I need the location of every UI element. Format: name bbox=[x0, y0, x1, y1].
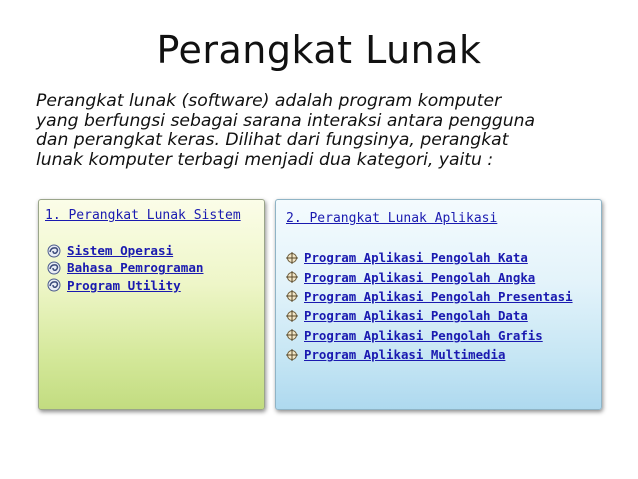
list-item[interactable] bbox=[284, 287, 573, 306]
application-software-heading[interactable]: 2. Perangkat Lunak Aplikasi bbox=[286, 211, 498, 226]
system-software-heading[interactable]: 1. Perangkat Lunak Sistem bbox=[45, 208, 241, 223]
list-item-label: Program Utility bbox=[67, 277, 181, 293]
intro-line: dan perangkat keras. Dilihat dari fungsinya, perangkat bbox=[36, 130, 509, 151]
list-item[interactable] bbox=[284, 267, 573, 286]
intro-line: yang berfungsi sebagai sarana interaksi antara pengguna bbox=[36, 110, 536, 131]
list-item[interactable] bbox=[45, 259, 203, 276]
list-item-label: Program Aplikasi Pengolah Kata bbox=[304, 250, 528, 266]
list-item[interactable] bbox=[284, 326, 573, 345]
list-item-label: Program Aplikasi Pengolah Grafis bbox=[304, 327, 543, 343]
swirl-bullet-icon bbox=[45, 244, 63, 258]
list-item-label: Program Aplikasi Multimedia bbox=[304, 347, 506, 363]
list-item-label: Bahasa Pemrograman bbox=[67, 260, 204, 276]
crosshair-bullet-icon bbox=[284, 251, 300, 265]
crosshair-bullet-icon bbox=[284, 289, 300, 303]
list-item-label: Program Aplikasi Pengolah Presentasi bbox=[304, 288, 573, 304]
list-item[interactable] bbox=[45, 277, 203, 294]
swirl-bullet-icon bbox=[45, 278, 63, 292]
list-item-label: Program Aplikasi Pengolah Data bbox=[304, 308, 528, 324]
application-software-box bbox=[275, 199, 602, 410]
crosshair-bullet-icon bbox=[284, 309, 300, 323]
list-item[interactable] bbox=[284, 345, 573, 364]
list-item[interactable] bbox=[284, 306, 573, 325]
crosshair-bullet-icon bbox=[284, 270, 300, 284]
list-item[interactable] bbox=[45, 242, 203, 259]
system-software-list bbox=[45, 242, 203, 294]
intro-line: Perangkat lunak (software) adalah program komputer bbox=[36, 91, 502, 111]
intro-line: lunak komputer terbagi menjadi dua kategori, yaitu : bbox=[36, 149, 494, 170]
crosshair-bullet-icon bbox=[284, 328, 300, 342]
intro-paragraph bbox=[36, 92, 636, 170]
list-item-label: Program Aplikasi Pengolah Angka bbox=[304, 269, 536, 285]
system-software-box bbox=[38, 199, 265, 410]
swirl-bullet-icon bbox=[45, 261, 63, 275]
slide-title: Perangkat Lunak bbox=[156, 28, 482, 72]
crosshair-bullet-icon bbox=[284, 348, 300, 362]
list-item[interactable] bbox=[284, 248, 573, 267]
list-item-label: Sistem Operasi bbox=[67, 243, 174, 259]
application-software-list bbox=[284, 248, 573, 364]
